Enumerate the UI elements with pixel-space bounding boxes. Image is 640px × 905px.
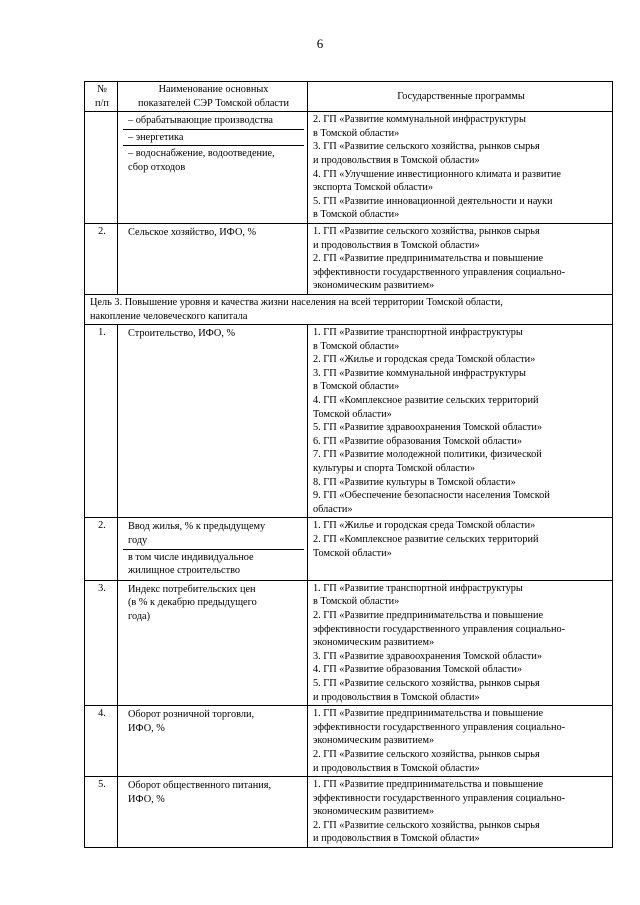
indicator-cell [118,518,308,580]
text-line: ИФО, % [128,722,165,734]
text-line: 2. ГП «Развитие предпринимательства и повышение [313,253,544,265]
text-line: Индекс потребительских цен [128,583,256,595]
text-line: Строительство, ИФО, % [128,328,236,340]
text-line: Цель 3. Повышение уровня и качества жизни населения на всей территории Томской области, [90,296,503,308]
programs-cell [308,777,613,848]
programs-cell [308,706,613,777]
row-number: 2. [85,223,118,294]
text-line: – обрабатывающие производства [128,115,273,127]
text-line: 1. ГП «Жилье и городская среда Томской области» [313,520,536,532]
text-line: Томской области» [313,408,392,420]
text-line: 3. ГП «Развитие сельского хозяйства, рынков сырья [313,141,540,153]
text-line: 1. ГП «Развитие транспортной инфраструктуры [313,327,523,339]
text-line: экспорта Томской области» [313,182,434,194]
text-line: – водоснабжение, водоотведение, [128,148,275,160]
text-line: 2. ГП «Развитие коммунальной инфраструктуры [313,114,526,126]
text-line: 1. ГП «Развитие предпринимательства и повышение [313,708,544,720]
text-line: 4. ГП «Развитие образования Томской области» [313,664,523,676]
indicator-name [123,225,304,241]
text-line: эффективности государственного управления социально- [313,721,566,733]
row-number [85,112,118,224]
indicator-name [123,549,304,579]
text-line: году [128,535,148,546]
text-line: Оборот розничной торговли, [128,709,255,721]
text-line: в Томской области» [313,381,400,393]
table-row [85,325,613,518]
text-line: (в % к декабрю предыдущего [128,597,257,609]
text-line: и продовольствия в Томской области» [313,762,480,774]
text-line: экономическим развитием» [313,806,435,818]
text-line: 6. ГП «Развитие образования Томской области» [313,435,523,447]
table-row [85,223,613,294]
text-line: накопление человеческого капитала [90,310,248,322]
table-row [85,112,613,224]
goal-row [85,294,613,324]
text-line: 5. ГП «Развитие здравоохранения Томской области» [313,422,543,434]
text-line: Ввод жилья, % к предыдущему [128,521,266,533]
table-row [85,777,613,848]
row-number: 3. [85,580,118,705]
programs-table [84,81,613,848]
page-number: 6 [316,36,324,51]
indicator-cell [118,777,308,848]
text-line: 5. ГП «Развитие сельского хозяйства, рынков сырья [313,677,540,689]
indicator-cell [118,223,308,294]
text-line: и продовольствия в Томской области» [313,691,480,703]
text-line: экономическим развитием» [313,735,435,747]
text-line: 1. ГП «Развитие транспортной инфраструктуры [313,582,523,594]
text-line: и продовольствия в Томской области» [313,154,480,166]
text-line: 3. ГП «Развитие здравоохранения Томской области» [313,650,543,662]
text-line: в Томской области» [313,340,400,352]
text-line: эффективности государственного управления социально- [313,266,566,278]
text-line: 2. ГП «Развитие сельского хозяйства, рынков сырья [313,748,540,760]
text-line: ИФО, % [128,793,165,805]
text-line: 2. ГП «Развитие предпринимательства и повышение [313,609,544,621]
text-line: жилищное строительство [128,565,241,577]
text-line: эффективности государственного управления социально- [313,623,566,635]
table-row [85,518,613,580]
programs-cell [308,223,613,294]
table-row [85,706,613,777]
text-line: в том числе индивидуальное [128,551,254,563]
indicator-name [123,145,304,175]
text-line: в Томской области» [313,127,400,139]
text-line: 2. ГП «Комплексное развитие сельских территорий [313,534,539,545]
text-line: эффективности государственного управления социально- [313,792,566,804]
text-line: и продовольствия в Томской области» [313,239,480,251]
text-line: в Томской области» [313,209,400,221]
row-number: 5. [85,777,118,848]
text-line: культуры и спорта Томской области» [313,463,476,475]
text-line: 4. ГП «Улучшение инвестиционного климата и развитие [313,168,561,180]
text-line: 4. ГП «Комплексное развитие сельских территорий [313,395,539,407]
row-number: 1. [85,325,118,518]
indicator-name [123,519,304,548]
text-line: 3. ГП «Развитие коммунальной инфраструктуры [313,367,526,379]
indicator-cell [118,325,308,518]
indicator-name [123,707,304,736]
text-line: 1. ГП «Развитие сельского хозяйства, рынков сырья [313,225,540,237]
indicator-name [123,778,304,807]
text-line: года) [128,610,151,622]
text-line: 9. ГП «Обеспечение безопасности населения Томской [313,490,550,502]
text-line: Оборот общественного питания, [128,780,272,792]
indicator-name [123,129,304,146]
indicator-name [123,113,304,129]
text-line: 2. ГП «Жилье и городская среда Томской области» [313,354,536,366]
text-line: Томской области» [313,547,392,559]
text-line: 2. ГП «Развитие сельского хозяйства, рынков сырья [313,819,540,831]
row-number: 2. [85,518,118,580]
text-line: сбор отходов [128,161,186,173]
programs-cell [308,518,613,580]
text-line: в Томской области» [313,596,400,608]
row-number: 4. [85,706,118,777]
goal-heading [85,294,613,324]
indicator-cell [118,112,308,224]
programs-cell [308,580,613,705]
text-line: и продовольствия в Томской области» [313,833,480,845]
text-line: – энергетика [128,131,184,143]
indicator-cell [118,706,308,777]
indicator-name [123,582,304,625]
programs-cell [308,112,613,224]
text-line: 8. ГП «Развитие культуры в Томской области» [313,476,516,488]
text-line: 1. ГП «Развитие предпринимательства и повышение [313,779,544,791]
header-number: № п/п [85,82,118,112]
text-line: 7. ГП «Развитие молодежной политики, физической [313,449,542,461]
indicator-name [123,326,304,342]
text-line: Сельское хозяйство, ИФО, % [128,226,257,238]
header-programs: Государственные программы [308,82,613,112]
text-line: области» [313,503,353,515]
text-line: 5. ГП «Развитие инновационной деятельности и науки [313,195,553,207]
text-line: экономическим развитием» [313,280,435,292]
text-line: экономическим развитием» [313,637,435,649]
table-row [85,580,613,705]
indicator-cell [118,580,308,705]
programs-cell [308,325,613,518]
table-header-row [85,82,613,112]
header-indicator: Наименование основных показателей СЭР Томской области [118,82,308,112]
